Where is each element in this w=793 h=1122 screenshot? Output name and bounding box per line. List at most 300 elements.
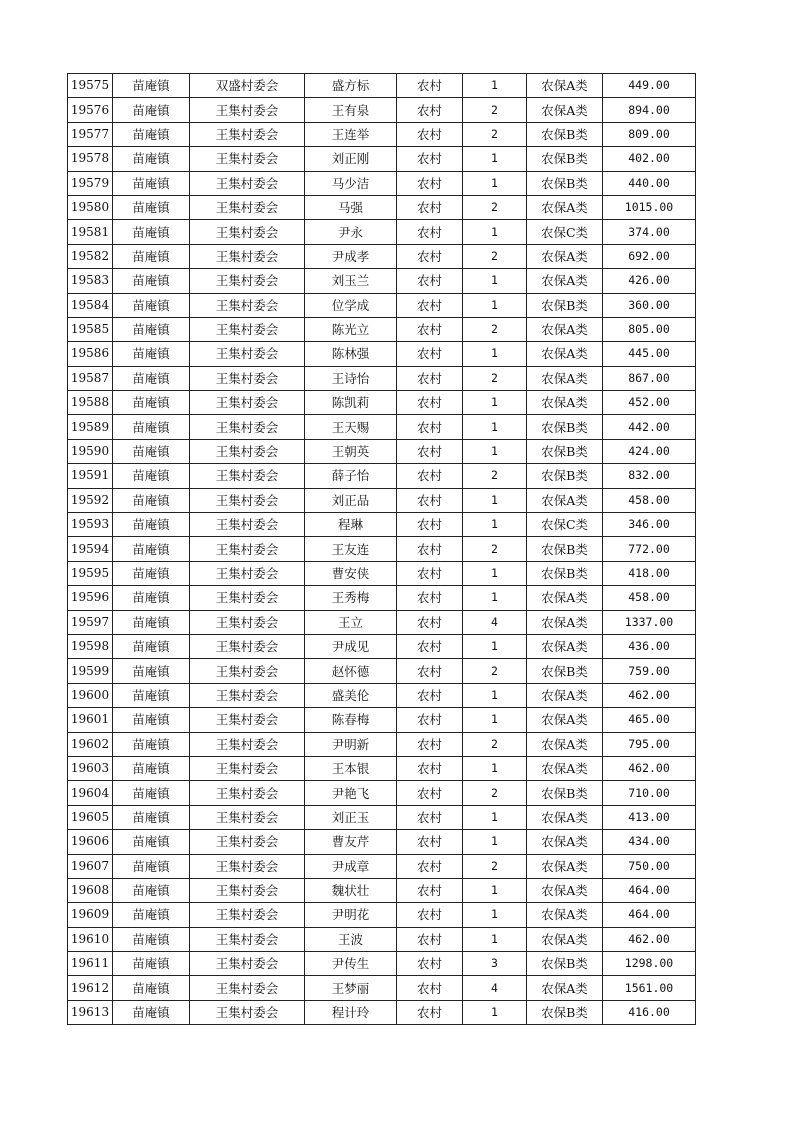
- record-id-cell: 19595: [68, 561, 113, 585]
- insurance-class-cell: 农保A类: [527, 391, 603, 415]
- township-cell: 苗庵镇: [113, 659, 190, 683]
- village-committee-cell: 王集村委会: [190, 269, 305, 293]
- table-row: [68, 586, 696, 610]
- household-count-cell: 1: [463, 147, 527, 171]
- insurance-class-cell: 农保A类: [527, 805, 603, 829]
- insurance-class-cell: 农保A类: [527, 488, 603, 512]
- household-count-cell: 1: [463, 683, 527, 707]
- amount-cell: 402.00: [603, 147, 696, 171]
- person-name-cell: 刘正玉: [305, 805, 397, 829]
- area-type-cell: 农村: [397, 952, 463, 976]
- household-count-cell: 1: [463, 513, 527, 537]
- amount-cell: 436.00: [603, 634, 696, 658]
- area-type-cell: 农村: [397, 220, 463, 244]
- insurance-class-cell: 农保A类: [527, 342, 603, 366]
- insurance-class-cell: 农保A类: [527, 732, 603, 756]
- area-type-cell: 农村: [397, 513, 463, 537]
- area-type-cell: 农村: [397, 439, 463, 463]
- village-committee-cell: 王集村委会: [190, 561, 305, 585]
- insurance-class-cell: 农保B类: [527, 147, 603, 171]
- table-row: [68, 488, 696, 512]
- person-name-cell: 陈春梅: [305, 708, 397, 732]
- table-row: [68, 366, 696, 390]
- area-type-cell: 农村: [397, 708, 463, 732]
- area-type-cell: 农村: [397, 781, 463, 805]
- record-id-cell: 19608: [68, 878, 113, 902]
- person-name-cell: 王本银: [305, 756, 397, 780]
- table-row: [68, 732, 696, 756]
- township-cell: 苗庵镇: [113, 293, 190, 317]
- person-name-cell: 曹安侠: [305, 561, 397, 585]
- amount-cell: 424.00: [603, 439, 696, 463]
- person-name-cell: 王连举: [305, 122, 397, 146]
- person-name-cell: 王朝英: [305, 439, 397, 463]
- insurance-class-cell: 农保A类: [527, 878, 603, 902]
- person-name-cell: 尹成孝: [305, 244, 397, 268]
- insurance-class-cell: 农保A类: [527, 830, 603, 854]
- area-type-cell: 农村: [397, 1000, 463, 1024]
- village-committee-cell: 王集村委会: [190, 903, 305, 927]
- household-count-cell: 2: [463, 781, 527, 805]
- person-name-cell: 王立: [305, 610, 397, 634]
- table-row: [68, 513, 696, 537]
- table-row: [68, 854, 696, 878]
- township-cell: 苗庵镇: [113, 586, 190, 610]
- record-id-cell: 19576: [68, 98, 113, 122]
- village-committee-cell: 王集村委会: [190, 244, 305, 268]
- township-cell: 苗庵镇: [113, 269, 190, 293]
- person-name-cell: 曹友芹: [305, 830, 397, 854]
- insurance-class-cell: 农保A类: [527, 74, 603, 98]
- insurance-class-cell: 农保A类: [527, 976, 603, 1000]
- village-committee-cell: 王集村委会: [190, 732, 305, 756]
- amount-cell: 452.00: [603, 391, 696, 415]
- person-name-cell: 马强: [305, 195, 397, 219]
- insurance-class-cell: 农保B类: [527, 439, 603, 463]
- village-committee-cell: 王集村委会: [190, 927, 305, 951]
- household-count-cell: 2: [463, 122, 527, 146]
- record-id-cell: 19583: [68, 269, 113, 293]
- area-type-cell: 农村: [397, 464, 463, 488]
- area-type-cell: 农村: [397, 610, 463, 634]
- amount-cell: 458.00: [603, 586, 696, 610]
- household-count-cell: 1: [463, 415, 527, 439]
- area-type-cell: 农村: [397, 683, 463, 707]
- table-row: [68, 122, 696, 146]
- record-id-cell: 19585: [68, 317, 113, 341]
- person-name-cell: 赵怀德: [305, 659, 397, 683]
- village-committee-cell: 王集村委会: [190, 342, 305, 366]
- table-row: [68, 415, 696, 439]
- record-id-cell: 19592: [68, 488, 113, 512]
- village-committee-cell: 王集村委会: [190, 952, 305, 976]
- insurance-class-cell: 农保A类: [527, 317, 603, 341]
- amount-cell: 416.00: [603, 1000, 696, 1024]
- township-cell: 苗庵镇: [113, 903, 190, 927]
- insurance-class-cell: 农保B类: [527, 537, 603, 561]
- village-committee-cell: 王集村委会: [190, 317, 305, 341]
- township-cell: 苗庵镇: [113, 805, 190, 829]
- person-name-cell: 程计玲: [305, 1000, 397, 1024]
- area-type-cell: 农村: [397, 732, 463, 756]
- amount-cell: 1337.00: [603, 610, 696, 634]
- record-id-cell: 19591: [68, 464, 113, 488]
- insurance-class-cell: 农保A类: [527, 756, 603, 780]
- insurance-class-cell: 农保A类: [527, 586, 603, 610]
- insurance-class-cell: 农保A类: [527, 634, 603, 658]
- person-name-cell: 王波: [305, 927, 397, 951]
- insurance-class-cell: 农保A类: [527, 366, 603, 390]
- record-id-cell: 19577: [68, 122, 113, 146]
- record-id-cell: 19582: [68, 244, 113, 268]
- township-cell: 苗庵镇: [113, 98, 190, 122]
- household-count-cell: 1: [463, 220, 527, 244]
- table-row: [68, 98, 696, 122]
- amount-cell: 750.00: [603, 854, 696, 878]
- household-count-cell: 1: [463, 74, 527, 98]
- record-id-cell: 19580: [68, 195, 113, 219]
- insurance-class-cell: 农保A类: [527, 683, 603, 707]
- area-type-cell: 农村: [397, 195, 463, 219]
- area-type-cell: 农村: [397, 927, 463, 951]
- insurance-class-cell: 农保A类: [527, 610, 603, 634]
- village-committee-cell: 王集村委会: [190, 708, 305, 732]
- table-row: [68, 342, 696, 366]
- person-name-cell: 王梦丽: [305, 976, 397, 1000]
- record-id-cell: 19575: [68, 74, 113, 98]
- township-cell: 苗庵镇: [113, 683, 190, 707]
- record-id-cell: 19611: [68, 952, 113, 976]
- household-count-cell: 1: [463, 708, 527, 732]
- area-type-cell: 农村: [397, 586, 463, 610]
- household-count-cell: 1: [463, 269, 527, 293]
- household-count-cell: 4: [463, 610, 527, 634]
- household-count-cell: 2: [463, 464, 527, 488]
- table-row: [68, 610, 696, 634]
- table-row: [68, 464, 696, 488]
- village-committee-cell: 王集村委会: [190, 464, 305, 488]
- area-type-cell: 农村: [397, 415, 463, 439]
- record-id-cell: 19586: [68, 342, 113, 366]
- person-name-cell: 马少洁: [305, 171, 397, 195]
- household-count-cell: 2: [463, 195, 527, 219]
- township-cell: 苗庵镇: [113, 854, 190, 878]
- amount-cell: 449.00: [603, 74, 696, 98]
- household-count-cell: 4: [463, 976, 527, 1000]
- area-type-cell: 农村: [397, 98, 463, 122]
- township-cell: 苗庵镇: [113, 1000, 190, 1024]
- household-count-cell: 2: [463, 317, 527, 341]
- township-cell: 苗庵镇: [113, 634, 190, 658]
- area-type-cell: 农村: [397, 171, 463, 195]
- amount-cell: 759.00: [603, 659, 696, 683]
- person-name-cell: 刘正品: [305, 488, 397, 512]
- record-id-cell: 19605: [68, 805, 113, 829]
- household-count-cell: 1: [463, 805, 527, 829]
- household-count-cell: 3: [463, 952, 527, 976]
- area-type-cell: 农村: [397, 342, 463, 366]
- table-row: [68, 220, 696, 244]
- village-committee-cell: 王集村委会: [190, 659, 305, 683]
- amount-cell: 462.00: [603, 756, 696, 780]
- amount-cell: 692.00: [603, 244, 696, 268]
- township-cell: 苗庵镇: [113, 415, 190, 439]
- amount-cell: 464.00: [603, 903, 696, 927]
- person-name-cell: 位学成: [305, 293, 397, 317]
- area-type-cell: 农村: [397, 147, 463, 171]
- person-name-cell: 尹成见: [305, 634, 397, 658]
- record-id-cell: 19598: [68, 634, 113, 658]
- record-id-cell: 19597: [68, 610, 113, 634]
- person-name-cell: 盛美伦: [305, 683, 397, 707]
- record-id-cell: 19579: [68, 171, 113, 195]
- village-committee-cell: 王集村委会: [190, 415, 305, 439]
- person-name-cell: 魏状壮: [305, 878, 397, 902]
- record-id-cell: 19596: [68, 586, 113, 610]
- record-id-cell: 19599: [68, 659, 113, 683]
- table-row: [68, 830, 696, 854]
- township-cell: 苗庵镇: [113, 927, 190, 951]
- amount-cell: 445.00: [603, 342, 696, 366]
- village-committee-cell: 王集村委会: [190, 537, 305, 561]
- table-row: [68, 976, 696, 1000]
- insurance-class-cell: 农保A类: [527, 98, 603, 122]
- amount-cell: 894.00: [603, 98, 696, 122]
- insurance-class-cell: 农保B类: [527, 561, 603, 585]
- person-name-cell: 尹明新: [305, 732, 397, 756]
- person-name-cell: 刘玉兰: [305, 269, 397, 293]
- table-row: [68, 952, 696, 976]
- table-row: [68, 756, 696, 780]
- table-row: [68, 269, 696, 293]
- record-id-cell: 19584: [68, 293, 113, 317]
- insurance-class-cell: 农保B类: [527, 171, 603, 195]
- table-row: [68, 708, 696, 732]
- household-count-cell: 1: [463, 903, 527, 927]
- table-row: [68, 903, 696, 927]
- table-row: [68, 74, 696, 98]
- table-row: [68, 439, 696, 463]
- table-row: [68, 878, 696, 902]
- household-count-cell: 1: [463, 439, 527, 463]
- table-row: [68, 195, 696, 219]
- township-cell: 苗庵镇: [113, 537, 190, 561]
- record-id-cell: 19589: [68, 415, 113, 439]
- household-count-cell: 2: [463, 98, 527, 122]
- area-type-cell: 农村: [397, 878, 463, 902]
- record-id-cell: 19613: [68, 1000, 113, 1024]
- household-count-cell: 1: [463, 634, 527, 658]
- household-count-cell: 2: [463, 244, 527, 268]
- household-count-cell: 2: [463, 732, 527, 756]
- amount-cell: 462.00: [603, 927, 696, 951]
- area-type-cell: 农村: [397, 366, 463, 390]
- township-cell: 苗庵镇: [113, 732, 190, 756]
- village-committee-cell: 王集村委会: [190, 220, 305, 244]
- table-row: [68, 561, 696, 585]
- insurance-class-cell: 农保A类: [527, 244, 603, 268]
- amount-cell: 440.00: [603, 171, 696, 195]
- insurance-class-cell: 农保B类: [527, 659, 603, 683]
- person-name-cell: 王友连: [305, 537, 397, 561]
- area-type-cell: 农村: [397, 122, 463, 146]
- village-committee-cell: 王集村委会: [190, 683, 305, 707]
- township-cell: 苗庵镇: [113, 708, 190, 732]
- records-table: [67, 73, 696, 1025]
- area-type-cell: 农村: [397, 293, 463, 317]
- village-committee-cell: 王集村委会: [190, 513, 305, 537]
- person-name-cell: 王秀梅: [305, 586, 397, 610]
- village-committee-cell: 王集村委会: [190, 293, 305, 317]
- township-cell: 苗庵镇: [113, 147, 190, 171]
- insurance-class-cell: 农保A类: [527, 269, 603, 293]
- table-row: [68, 391, 696, 415]
- village-committee-cell: 王集村委会: [190, 122, 305, 146]
- person-name-cell: 尹永: [305, 220, 397, 244]
- amount-cell: 462.00: [603, 683, 696, 707]
- village-committee-cell: 双盛村委会: [190, 74, 305, 98]
- township-cell: 苗庵镇: [113, 513, 190, 537]
- household-count-cell: 2: [463, 659, 527, 683]
- area-type-cell: 农村: [397, 805, 463, 829]
- township-cell: 苗庵镇: [113, 952, 190, 976]
- amount-cell: 867.00: [603, 366, 696, 390]
- household-count-cell: 1: [463, 586, 527, 610]
- area-type-cell: 农村: [397, 561, 463, 585]
- household-count-cell: 1: [463, 561, 527, 585]
- village-committee-cell: 王集村委会: [190, 805, 305, 829]
- township-cell: 苗庵镇: [113, 122, 190, 146]
- village-committee-cell: 王集村委会: [190, 878, 305, 902]
- insurance-class-cell: 农保A类: [527, 708, 603, 732]
- record-id-cell: 19603: [68, 756, 113, 780]
- table-row: [68, 147, 696, 171]
- household-count-cell: 2: [463, 537, 527, 561]
- household-count-cell: 1: [463, 293, 527, 317]
- village-committee-cell: 王集村委会: [190, 1000, 305, 1024]
- insurance-class-cell: 农保B类: [527, 1000, 603, 1024]
- village-committee-cell: 王集村委会: [190, 98, 305, 122]
- insurance-class-cell: 农保B类: [527, 464, 603, 488]
- amount-cell: 465.00: [603, 708, 696, 732]
- insurance-class-cell: 农保B类: [527, 293, 603, 317]
- village-committee-cell: 王集村委会: [190, 610, 305, 634]
- amount-cell: 1298.00: [603, 952, 696, 976]
- household-count-cell: 1: [463, 927, 527, 951]
- household-count-cell: 1: [463, 756, 527, 780]
- village-committee-cell: 王集村委会: [190, 781, 305, 805]
- area-type-cell: 农村: [397, 659, 463, 683]
- person-name-cell: 陈凯莉: [305, 391, 397, 415]
- village-committee-cell: 王集村委会: [190, 976, 305, 1000]
- household-count-cell: 2: [463, 366, 527, 390]
- household-count-cell: 1: [463, 1000, 527, 1024]
- amount-cell: 442.00: [603, 415, 696, 439]
- township-cell: 苗庵镇: [113, 220, 190, 244]
- record-id-cell: 19590: [68, 439, 113, 463]
- village-committee-cell: 王集村委会: [190, 586, 305, 610]
- insurance-class-cell: 农保B类: [527, 781, 603, 805]
- area-type-cell: 农村: [397, 756, 463, 780]
- record-id-cell: 19587: [68, 366, 113, 390]
- record-id-cell: 19581: [68, 220, 113, 244]
- record-id-cell: 19607: [68, 854, 113, 878]
- household-count-cell: 2: [463, 854, 527, 878]
- area-type-cell: 农村: [397, 854, 463, 878]
- household-count-cell: 1: [463, 488, 527, 512]
- table-row: [68, 244, 696, 268]
- household-count-cell: 1: [463, 830, 527, 854]
- insurance-class-cell: 农保A类: [527, 854, 603, 878]
- area-type-cell: 农村: [397, 74, 463, 98]
- table-row: [68, 537, 696, 561]
- table-row: [68, 805, 696, 829]
- area-type-cell: 农村: [397, 976, 463, 1000]
- record-id-cell: 19604: [68, 781, 113, 805]
- village-committee-cell: 王集村委会: [190, 488, 305, 512]
- township-cell: 苗庵镇: [113, 830, 190, 854]
- person-name-cell: 王有泉: [305, 98, 397, 122]
- record-id-cell: 19612: [68, 976, 113, 1000]
- table-row: [68, 1000, 696, 1024]
- amount-cell: 772.00: [603, 537, 696, 561]
- table-body: [68, 74, 696, 1025]
- amount-cell: 346.00: [603, 513, 696, 537]
- township-cell: 苗庵镇: [113, 171, 190, 195]
- household-count-cell: 1: [463, 878, 527, 902]
- township-cell: 苗庵镇: [113, 878, 190, 902]
- amount-cell: 832.00: [603, 464, 696, 488]
- area-type-cell: 农村: [397, 317, 463, 341]
- amount-cell: 1561.00: [603, 976, 696, 1000]
- amount-cell: 426.00: [603, 269, 696, 293]
- person-name-cell: 王诗怡: [305, 366, 397, 390]
- table-row: [68, 781, 696, 805]
- township-cell: 苗庵镇: [113, 317, 190, 341]
- table-row: [68, 659, 696, 683]
- township-cell: 苗庵镇: [113, 756, 190, 780]
- village-committee-cell: 王集村委会: [190, 756, 305, 780]
- person-name-cell: 程琳: [305, 513, 397, 537]
- township-cell: 苗庵镇: [113, 391, 190, 415]
- record-id-cell: 19594: [68, 537, 113, 561]
- amount-cell: 434.00: [603, 830, 696, 854]
- person-name-cell: 薛子怡: [305, 464, 397, 488]
- person-name-cell: 王天赐: [305, 415, 397, 439]
- table-row: [68, 927, 696, 951]
- amount-cell: 1015.00: [603, 195, 696, 219]
- area-type-cell: 农村: [397, 634, 463, 658]
- record-id-cell: 19578: [68, 147, 113, 171]
- area-type-cell: 农村: [397, 903, 463, 927]
- area-type-cell: 农村: [397, 391, 463, 415]
- record-id-cell: 19606: [68, 830, 113, 854]
- table-row: [68, 683, 696, 707]
- village-committee-cell: 王集村委会: [190, 439, 305, 463]
- table-row: [68, 293, 696, 317]
- area-type-cell: 农村: [397, 830, 463, 854]
- township-cell: 苗庵镇: [113, 439, 190, 463]
- amount-cell: 710.00: [603, 781, 696, 805]
- amount-cell: 805.00: [603, 317, 696, 341]
- township-cell: 苗庵镇: [113, 244, 190, 268]
- township-cell: 苗庵镇: [113, 74, 190, 98]
- township-cell: 苗庵镇: [113, 195, 190, 219]
- area-type-cell: 农村: [397, 269, 463, 293]
- record-id-cell: 19602: [68, 732, 113, 756]
- amount-cell: 458.00: [603, 488, 696, 512]
- table-row: [68, 317, 696, 341]
